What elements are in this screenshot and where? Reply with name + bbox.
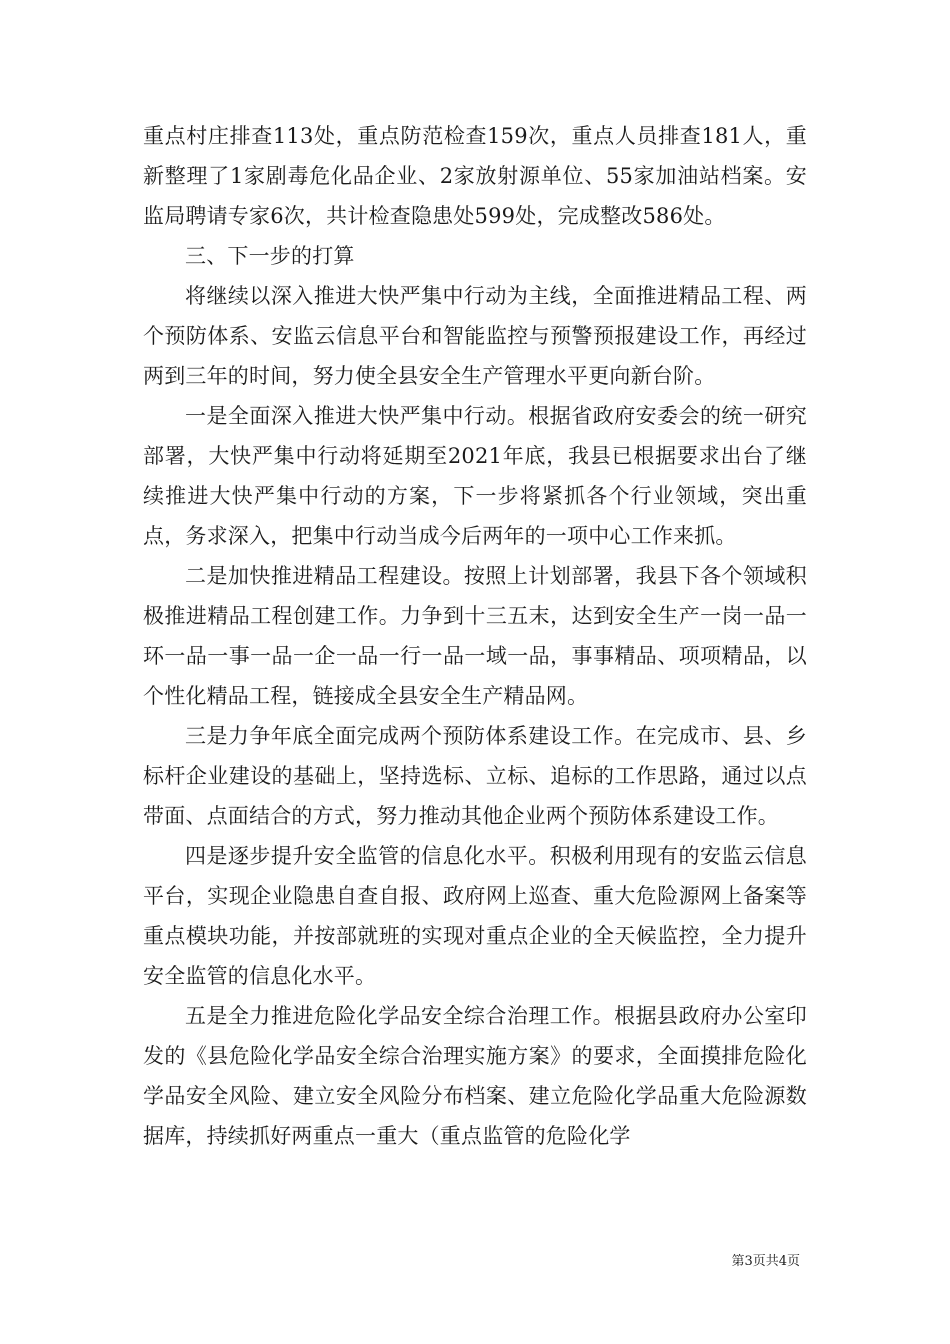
document-body [143,116,807,1156]
paragraph-4: 一是全面深入推进大快严集中行动。根据省政府安委会的统一研究部署，大快严集中行动将延期至2021年底，我县已根据要求出台了继续推进大快严集中行动的方案，下一步将紧抓各个行业领域，突出重点，务求深入，把集中行动当成今后两年的一项中心工作来抓。 [143,404,807,548]
paragraph-8: 五是全力推进危险化学品安全综合治理工作。根据县政府办公室印发的《县危险化学品安全综合治理实施方案》的要求，全面摸排危险化学品安全风险、建立安全风险分布档案、建立危险化学品重大危险源数据库，持续抓好两重点一重大（重点监管的危险化学 [143,1004,807,1148]
page-number: 第3页共4页 [731,1254,800,1269]
section-heading: 三、下一步的打算 [185,244,355,268]
paragraph-7: 四是逐步提升安全监管的信息化水平。积极利用现有的安监云信息平台，实现企业隐患自查自报、政府网上巡查、重大危险源网上备案等重点模块功能，并按部就班的实现对重点企业的全天候监控，全力提升安全监管的信息化水平。 [143,844,807,988]
paragraph-5: 二是加快推进精品工程建设。按照上计划部署，我县下各个领域积极推进精品工程创建工作。力争到十三五末，达到安全生产一岗一品一环一品一事一品一企一品一行一品一域一品，事事精品、项项精品，以个性化精品工程，链接成全县安全生产精品网。 [143,564,807,708]
paragraph-6: 三是力争年底全面完成两个预防体系建设工作。在完成市、县、乡标杆企业建设的基础上，坚持选标、立标、追标的工作思路，通过以点带面、点面结合的方式，努力推动其他企业两个预防体系建设工作。 [143,724,807,828]
paragraph-3: 将继续以深入推进大快严集中行动为主线，全面推进精品工程、两个预防体系、安监云信息平台和智能监控与预警预报建设工作，再经过两到三年的时间，努力使全县安全生产管理水平更向新台阶。 [143,284,807,388]
paragraph-1: 重点村庄排查113处，重点防范检查159次，重点人员排查181人，重新整理了1家剧毒危化品企业、2家放射源单位、55家加油站档案。安监局聘请专家6次，共计检查隐患处599处，完成整改586处。 [143,124,807,228]
